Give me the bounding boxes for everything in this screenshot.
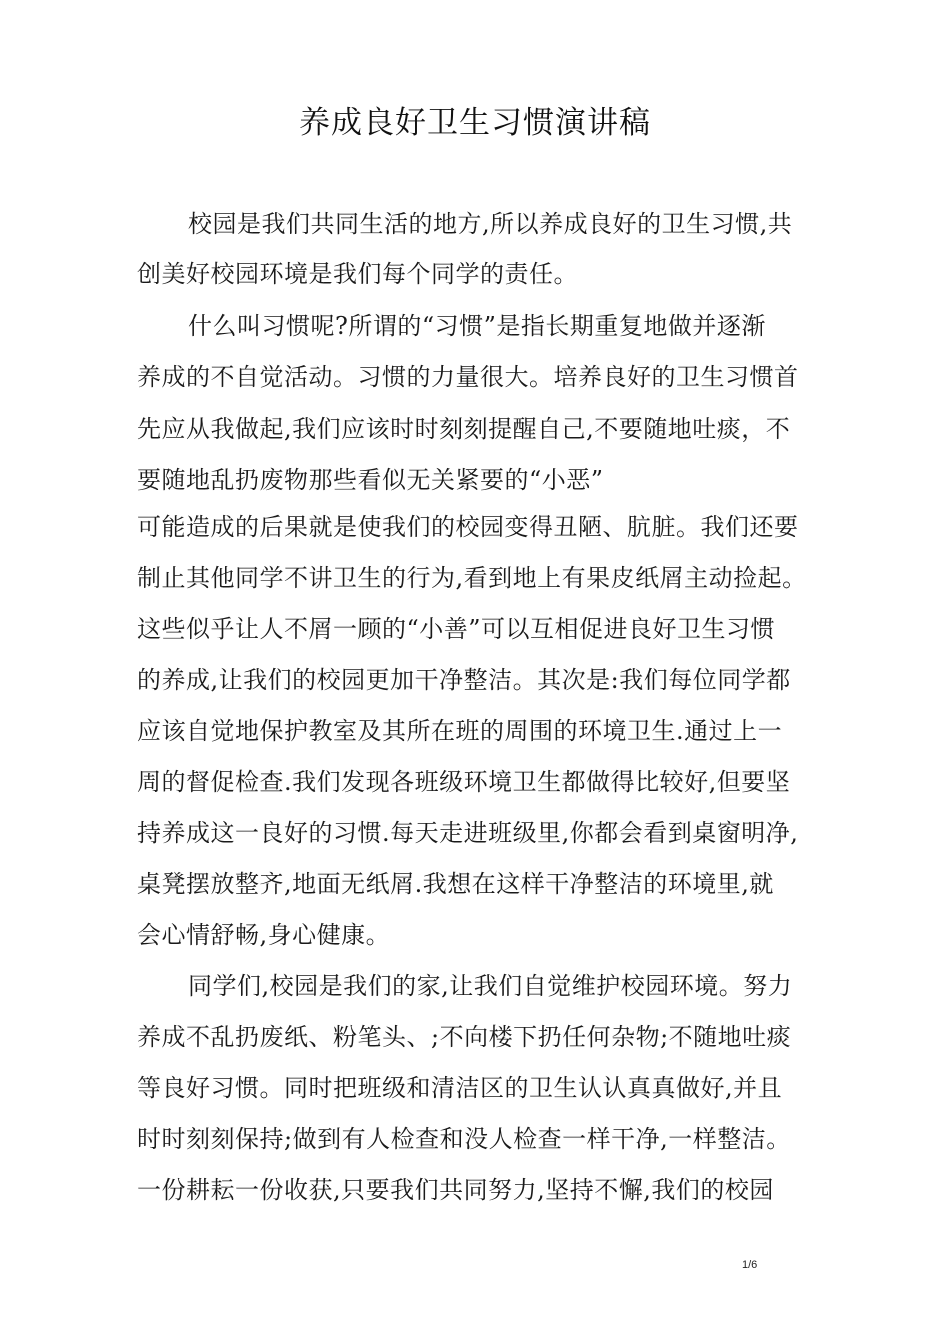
text-line: 应该自觉地保护教室及其所在班的周围的环境卫生.通过上一 xyxy=(137,717,783,745)
text-line: 的养成,让我们的校园更加干净整洁。其次是:我们每位同学都 xyxy=(137,666,791,694)
text-line: 什么叫习惯呢?所谓的“习惯”是指长期重复地做并逐渐 xyxy=(188,312,766,340)
text-line: 制止其他同学不讲卫生的行为,看到地上有果皮纸屑主动捡起。 xyxy=(137,564,807,592)
text-line: 会心情舒畅,身心健康。 xyxy=(137,921,391,949)
text-line: 同学们,校园是我们的家,让我们自觉维护校园环境。努力 xyxy=(188,972,793,1000)
text-line: 要随地乱扔废物那些看似无关紧要的“小恶” xyxy=(137,466,604,494)
text-line: 先应从我做起,我们应该时时刻刻提醒自己,不要随地吐痰，不 xyxy=(137,415,791,443)
text-line: 等良好习惯。同时把班级和清洁区的卫生认认真真做好,并且 xyxy=(137,1074,783,1102)
text-line: 时时刻刻保持;做到有人检查和没人检查一样干净,一样整洁。 xyxy=(137,1125,791,1153)
text-line: 这些似乎让人不屑一顾的“小善”可以互相促进良好卫生习惯 xyxy=(137,615,776,643)
page-number: 1/6 xyxy=(742,1259,758,1271)
text-line: 桌凳摆放整齐,地面无纸屑.我想在这样干净整洁的环境里,就 xyxy=(137,870,774,898)
text-line: 创美好校园环境是我们每个同学的责任。 xyxy=(137,260,578,288)
document-title: 养成良好卫生习惯演讲稿 xyxy=(299,105,651,141)
text-line: 周的督促检查.我们发现各班级环境卫生都做得比较好,但要坚 xyxy=(137,768,791,796)
text-line: 校园是我们共同生活的地方,所以养成良好的卫生习惯,共 xyxy=(188,210,793,238)
text-line: 养成不乱扔废纸、粉笔头、;不向楼下扔任何杂物;不随地吐痰 xyxy=(137,1023,792,1051)
text-line: 一份耕耘一份收获,只要我们共同努力,坚持不懈,我们的校园 xyxy=(137,1176,774,1204)
text-line: 养成的不自觉活动。习惯的力量很大。培养良好的卫生习惯首 xyxy=(137,363,799,391)
text-line: 可能造成的后果就是使我们的校园变得丑陋、肮脏。我们还要 xyxy=(137,513,799,541)
text-line: 持养成这一良好的习惯.每天走进班级里,你都会看到桌窗明净, xyxy=(137,819,799,847)
